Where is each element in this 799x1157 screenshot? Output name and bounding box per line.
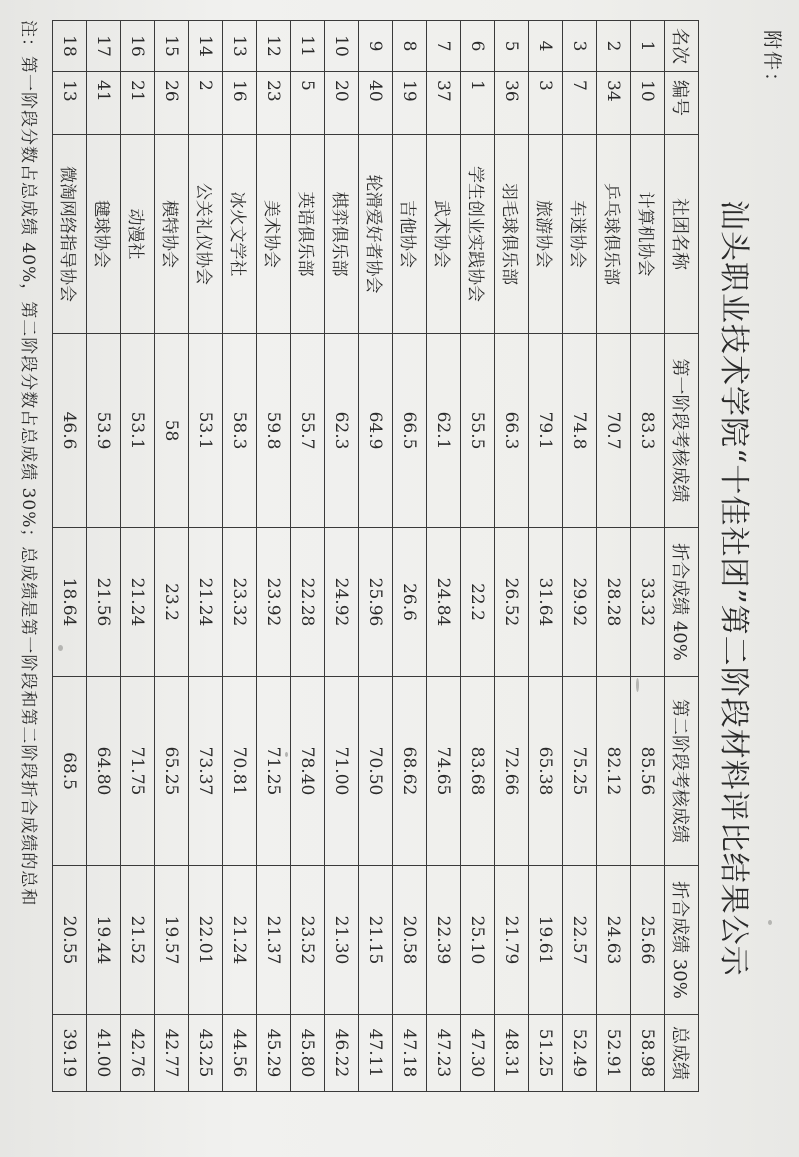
header-rank: 名次 [665,21,699,72]
stage1-score-cell: 62.1 [427,334,461,528]
weighted-30-cell: 21.52 [121,866,155,1015]
stage1-score-cell: 62.3 [325,334,359,528]
footnote: 注：第一阶段分数占总成绩 40%，第二阶段分数占总成绩 30%；总成绩是第一阶段和第二阶段折合成绩的总和 [18,20,38,907]
stage2-score-cell: 78.40 [291,677,325,866]
header-total: 总成绩 [665,1015,699,1092]
weighted-30-cell: 20.55 [53,866,87,1015]
stage1-score-cell: 55.5 [461,334,495,528]
id-cell: 20 [325,72,359,135]
stage2-score-cell: 74.65 [427,677,461,866]
total-cell: 47.18 [393,1015,427,1092]
table-row [631,21,665,1092]
weighted-40-cell: 22.2 [461,528,495,677]
rank-cell: 9 [359,21,393,72]
club-name-cell: 计算机协会 [631,135,665,334]
club-name-cell: 轮滑爱好者协会 [359,135,393,334]
stage1-score-cell: 58.3 [223,334,257,528]
weighted-40-cell: 26.6 [393,528,427,677]
id-cell: 40 [359,72,393,135]
weighted-40-cell: 25.96 [359,528,393,677]
id-cell: 19 [393,72,427,135]
club-name-cell: 冰火文学社 [223,135,257,334]
weighted-30-cell: 25.10 [461,866,495,1015]
weighted-40-cell: 21.56 [87,528,121,677]
total-cell: 42.77 [155,1015,189,1092]
rank-cell: 8 [393,21,427,72]
total-cell: 46.22 [325,1015,359,1092]
rank-cell: 15 [155,21,189,72]
stage2-score-cell: 71.25 [257,677,291,866]
weighted-30-cell: 21.30 [325,866,359,1015]
rank-cell: 13 [223,21,257,72]
club-name-cell: 旅游协会 [529,135,563,334]
weighted-30-cell: 21.79 [495,866,529,1015]
stage1-score-cell: 74.8 [563,334,597,528]
header-weighted-40: 折合成绩 40% [665,528,699,677]
table-row [87,21,121,1092]
weighted-40-cell: 21.24 [121,528,155,677]
weighted-40-cell: 31.64 [529,528,563,677]
weighted-30-cell: 21.37 [257,866,291,1015]
rank-cell: 4 [529,21,563,72]
stage1-score-cell: 66.5 [393,334,427,528]
weighted-30-cell: 20.58 [393,866,427,1015]
total-cell: 51.25 [529,1015,563,1092]
weighted-30-cell: 24.63 [597,866,631,1015]
club-name-cell: 吉他协会 [393,135,427,334]
total-cell: 52.91 [597,1015,631,1092]
weighted-30-cell: 22.39 [427,866,461,1015]
stage2-score-cell: 71.75 [121,677,155,866]
rank-cell: 14 [189,21,223,72]
id-cell: 10 [631,72,665,135]
stage1-score-cell: 58 [155,334,189,528]
weighted-40-cell: 22.28 [291,528,325,677]
total-cell: 48.31 [495,1015,529,1092]
total-cell: 58.98 [631,1015,665,1092]
id-cell: 7 [563,72,597,135]
weighted-30-cell: 22.57 [563,866,597,1015]
weighted-30-cell: 25.66 [631,866,665,1015]
table-row [121,21,155,1092]
id-cell: 34 [597,72,631,135]
id-cell: 3 [529,72,563,135]
club-name-cell: 模特协会 [155,135,189,334]
table-header-row [665,21,699,1092]
total-cell: 41.00 [87,1015,121,1092]
weighted-30-cell: 21.15 [359,866,393,1015]
stage2-score-cell: 70.81 [223,677,257,866]
rank-cell: 6 [461,21,495,72]
table-row [257,21,291,1092]
total-cell: 39.19 [53,1015,87,1092]
id-cell: 36 [495,72,529,135]
weighted-30-cell: 19.57 [155,866,189,1015]
stage1-score-cell: 83.3 [631,334,665,528]
weighted-40-cell: 23.32 [223,528,257,677]
club-name-cell: 学生创业实践协会 [461,135,495,334]
rank-cell: 17 [87,21,121,72]
club-name-cell: 微淘网络指导协会 [53,135,87,334]
table-row [359,21,393,1092]
club-name-cell: 动漫社 [121,135,155,334]
stage1-score-cell: 55.7 [291,334,325,528]
id-cell: 41 [87,72,121,135]
weighted-40-cell: 33.32 [631,528,665,677]
rank-cell: 11 [291,21,325,72]
weighted-30-cell: 22.01 [189,866,223,1015]
stage2-score-cell: 64.80 [87,677,121,866]
table-row [461,21,495,1092]
table-row [223,21,257,1092]
scan-speck [636,678,639,692]
scan-speck [58,645,63,651]
rank-cell: 5 [495,21,529,72]
weighted-40-cell: 23.92 [257,528,291,677]
rank-cell: 12 [257,21,291,72]
attachment-label: 附件： [761,30,783,94]
table-row [325,21,359,1092]
club-name-cell: 公关礼仪协会 [189,135,223,334]
stage2-score-cell: 72.66 [495,677,529,866]
club-name-cell: 武术协会 [427,135,461,334]
table-row [529,21,563,1092]
stage1-score-cell: 79.1 [529,334,563,528]
total-cell: 52.49 [563,1015,597,1092]
weighted-30-cell: 19.61 [529,866,563,1015]
header-stage1-score: 第一阶段考核成绩 [665,334,699,528]
id-cell: 1 [461,72,495,135]
header-id: 编号 [665,72,699,135]
stage2-score-cell: 65.25 [155,677,189,866]
table-row [597,21,631,1092]
rank-cell: 18 [53,21,87,72]
stage1-score-cell: 64.9 [359,334,393,528]
stage1-score-cell: 53.1 [121,334,155,528]
stage2-score-cell: 85.56 [631,677,665,866]
id-cell: 16 [223,72,257,135]
total-cell: 45.29 [257,1015,291,1092]
stage2-score-cell: 83.68 [461,677,495,866]
club-name-cell: 羽毛球俱乐部 [495,135,529,334]
club-name-cell: 英语俱乐部 [291,135,325,334]
weighted-40-cell: 18.64 [53,528,87,677]
table-row [495,21,529,1092]
table-row [427,21,461,1092]
weighted-40-cell: 24.92 [325,528,359,677]
weighted-40-cell: 28.28 [597,528,631,677]
table-row [393,21,427,1092]
club-name-cell: 美术协会 [257,135,291,334]
stage1-score-cell: 70.7 [597,334,631,528]
stage2-score-cell: 82.12 [597,677,631,866]
weighted-40-cell: 26.52 [495,528,529,677]
stage2-score-cell: 68.5 [53,677,87,866]
rank-cell: 1 [631,21,665,72]
rank-cell: 2 [597,21,631,72]
rank-cell: 7 [427,21,461,72]
stage2-score-cell: 75.25 [563,677,597,866]
stage2-score-cell: 70.50 [359,677,393,866]
table-row [53,21,87,1092]
id-cell: 5 [291,72,325,135]
weighted-30-cell: 21.24 [223,866,257,1015]
table-body [53,21,665,1092]
total-cell: 47.23 [427,1015,461,1092]
weighted-40-cell: 24.84 [427,528,461,677]
total-cell: 42.76 [121,1015,155,1092]
id-cell: 13 [53,72,87,135]
weighted-40-cell: 23.2 [155,528,189,677]
table-row [189,21,223,1092]
header-weighted-30: 折合成绩 30% [665,866,699,1015]
results-table [52,20,699,1092]
total-cell: 47.30 [461,1015,495,1092]
stage2-score-cell: 73.37 [189,677,223,866]
document-title: 汕头职业技术学院“十佳社团”第二阶段材料评比结果公示 [716,200,751,977]
total-cell: 43.25 [189,1015,223,1092]
total-cell: 45.80 [291,1015,325,1092]
table-row [155,21,189,1092]
table-row [291,21,325,1092]
rank-cell: 16 [121,21,155,72]
club-name-cell: 棋弈俱乐部 [325,135,359,334]
weighted-40-cell: 29.92 [563,528,597,677]
weighted-30-cell: 23.52 [291,866,325,1015]
header-club-name: 社团名称 [665,135,699,334]
scan-speck [285,752,288,757]
weighted-40-cell: 21.24 [189,528,223,677]
rank-cell: 10 [325,21,359,72]
club-name-cell: 车迷协会 [563,135,597,334]
club-name-cell: 乒乓球俱乐部 [597,135,631,334]
rank-cell: 3 [563,21,597,72]
scan-speck [768,920,772,925]
total-cell: 47.11 [359,1015,393,1092]
header-stage2-score: 第二阶段考核成绩 [665,677,699,866]
stage1-score-cell: 46.6 [53,334,87,528]
id-cell: 26 [155,72,189,135]
id-cell: 2 [189,72,223,135]
weighted-30-cell: 19.44 [87,866,121,1015]
stage2-score-cell: 68.62 [393,677,427,866]
stage2-score-cell: 65.38 [529,677,563,866]
club-name-cell: 毽球协会 [87,135,121,334]
total-cell: 44.56 [223,1015,257,1092]
id-cell: 23 [257,72,291,135]
table-row [563,21,597,1092]
id-cell: 37 [427,72,461,135]
stage1-score-cell: 53.9 [87,334,121,528]
stage1-score-cell: 53.1 [189,334,223,528]
stage1-score-cell: 66.3 [495,334,529,528]
stage2-score-cell: 71.00 [325,677,359,866]
id-cell: 21 [121,72,155,135]
stage1-score-cell: 59.8 [257,334,291,528]
